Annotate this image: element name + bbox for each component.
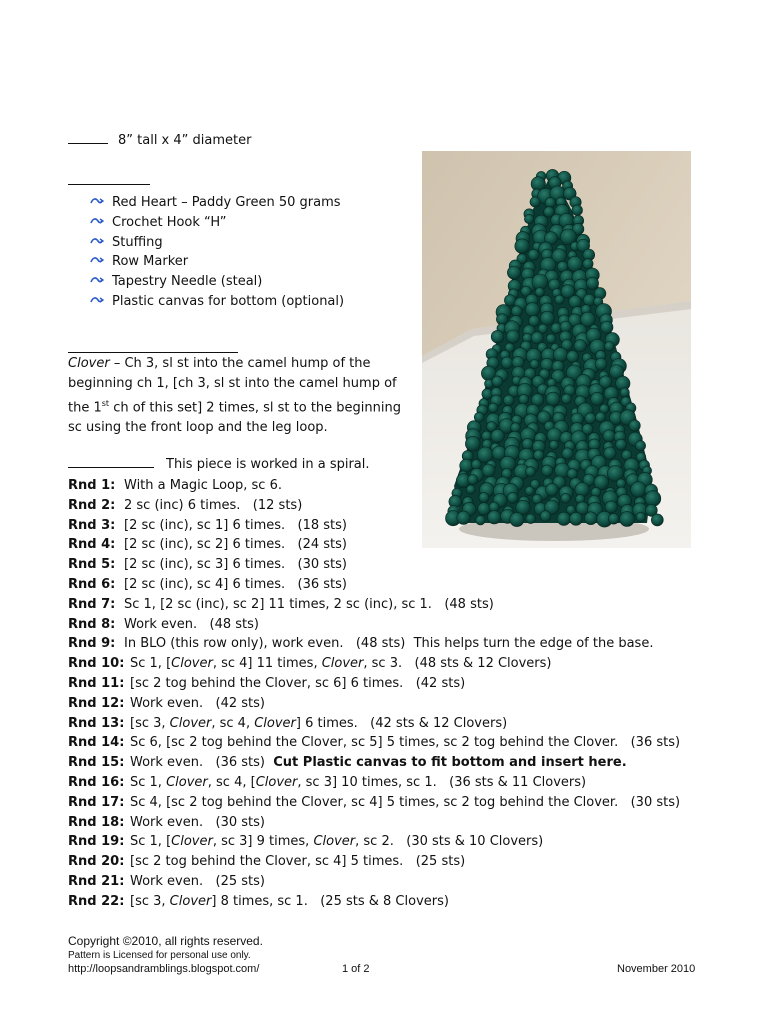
- license-text: Pattern is Licensed for personal use only.: [68, 950, 251, 961]
- yarn-loop: [651, 514, 663, 526]
- yarn-loop: [531, 332, 543, 344]
- round-label: Rnd 1:: [68, 478, 116, 493]
- round-label: Rnd 5:: [68, 557, 116, 573]
- yarn-loop: [496, 314, 507, 325]
- size-line: [68, 131, 251, 148]
- round-label: Rnd 11:: [68, 675, 125, 691]
- blog-url-link[interactable]: http://loopsandramblings.blogspot.com/: [68, 963, 260, 975]
- round-label: Rnd 12:: [68, 695, 125, 711]
- yarn-loop: [491, 330, 504, 343]
- yarn-loop: [574, 340, 586, 352]
- clover-term: Clover: [171, 656, 213, 672]
- round-text: Work even. (48 sts): [124, 616, 259, 632]
- yarn-loop: [522, 438, 533, 449]
- stitch-line-4: sc using the front loop and the leg loop.: [68, 420, 328, 436]
- stitch-line-3-sup: st: [101, 399, 110, 408]
- yarn-loop: [506, 330, 519, 343]
- yarn-loop: [645, 491, 661, 507]
- yarn-loop: [546, 392, 560, 406]
- round-text: Sc 1,: [130, 774, 167, 790]
- yarn-loop: [501, 357, 513, 369]
- yarn-loop: [468, 475, 478, 485]
- round-text: [2 sc (inc), sc 1] 6 times. (18 sts): [124, 517, 347, 533]
- stitch-line-3-pre: the 1: [68, 400, 102, 416]
- round-text: [sc 3,: [130, 893, 170, 909]
- yarn-loop: [555, 295, 564, 304]
- arrow-bullet-icon: [90, 272, 112, 292]
- yarn-loop: [562, 448, 573, 459]
- round-text: Sc 6, [sc 2 tog behind the Clover, sc 5] 5 times, sc 2 tog behind the Clover. (36 sts): [130, 735, 681, 751]
- round-instruction: [130, 716, 507, 731]
- yarn-loop: [535, 288, 544, 297]
- instructions-heading-blank: [68, 455, 154, 468]
- round-text: [2 sc (inc), sc 4] 6 times. (36 sts): [124, 576, 347, 592]
- round-row: [68, 555, 680, 575]
- yarn-loop: [482, 464, 495, 477]
- materials-list: [90, 193, 344, 312]
- round-label: Rnd 19:: [68, 834, 125, 850]
- material-item: [90, 213, 344, 233]
- round-text: [sc 2 tog behind the Clover, sc 4] 5 times. (25 sts): [130, 854, 466, 870]
- round-row: [68, 654, 680, 674]
- arrow-bullet-icon: [90, 233, 112, 253]
- round-text: , sc 2. (30 sts & 10 Clovers): [355, 834, 544, 850]
- stitch-line-2: beginning ch 1, [ch 3, sl st into the camel hump of: [68, 376, 397, 391]
- round-instruction: [130, 676, 465, 691]
- round-row: [68, 615, 680, 635]
- round-label: Rnd 10:: [68, 656, 125, 672]
- yarn-loop: [570, 512, 583, 525]
- yarn-loop: [525, 303, 539, 317]
- clover-term: Clover: [171, 834, 213, 850]
- round-label: Rnd 7:: [68, 596, 116, 612]
- instructions-heading: [68, 455, 370, 472]
- round-text: Sc 4, [sc 2 tog behind the Clover, sc 4] 5 times, sc 2 tog behind the Clover. (30 sts): [130, 794, 681, 810]
- round-instruction: [130, 755, 627, 770]
- round-label: Rnd 8:: [68, 616, 116, 632]
- round-row: [68, 872, 680, 892]
- round-label: Rnd 16:: [68, 774, 125, 790]
- yarn-loop: [545, 197, 556, 208]
- material-item: [90, 272, 344, 292]
- yarn-loop: [492, 376, 503, 387]
- yarn-loop: [584, 512, 597, 525]
- round-text: Work even. (25 sts): [130, 873, 265, 889]
- clover-term: Clover: [255, 774, 298, 790]
- yarn-loop: [478, 503, 491, 516]
- yarn-loop: [457, 511, 470, 524]
- yarn-loop: [583, 259, 593, 269]
- copyright-text: Copyright ©2010, all rights reserved.: [68, 934, 263, 948]
- round-text: Work even. (36 sts): [130, 755, 274, 771]
- yarn-loop: [519, 394, 529, 404]
- yarn-loop: [620, 512, 635, 527]
- round-instruction: [130, 775, 586, 790]
- round-text: , sc 4,: [211, 715, 255, 731]
- round-row: [68, 733, 680, 753]
- round-instruction: [124, 617, 259, 632]
- round-instruction: [124, 478, 282, 493]
- clover-term: Clover: [321, 656, 364, 672]
- yarn-loop: [466, 485, 475, 494]
- round-text: In BLO (this row only), work even. (48 sts) This helps turn the edge of the base.: [124, 636, 654, 652]
- tree-photo: [422, 151, 691, 548]
- material-label: Plastic canvas for bottom (optional): [112, 293, 345, 309]
- round-text: , sc 3] 10 times, sc 1. (36 sts & 11 Clovers): [297, 774, 587, 790]
- round-label: Rnd 14:: [68, 735, 125, 751]
- yarn-loop: [528, 249, 539, 260]
- yarn-loop: [567, 256, 582, 271]
- round-instruction: [130, 795, 680, 810]
- round-text: , sc 3. (48 sts & 12 Clovers): [363, 656, 552, 672]
- round-row: [68, 793, 680, 813]
- round-instruction: [124, 498, 302, 513]
- round-text: [2 sc (inc), sc 3] 6 times. (30 sts): [124, 557, 347, 573]
- round-text: ] 6 times. (42 sts & 12 Clovers): [295, 715, 508, 731]
- round-instruction: [130, 696, 265, 711]
- yarn-loop: [553, 348, 567, 362]
- special-stitch-heading-blank: [68, 340, 238, 353]
- yarn-loop: [540, 311, 554, 325]
- yarn-loop: [526, 514, 536, 524]
- yarn-loop: [583, 294, 595, 306]
- round-row: [68, 575, 680, 595]
- round-instruction: [130, 656, 552, 671]
- yarn-loop: [604, 447, 616, 459]
- yarn-loop: [608, 513, 619, 524]
- yarn-loop: [546, 483, 559, 496]
- round-instruction: [130, 874, 265, 889]
- material-item: [90, 252, 344, 272]
- clover-term: Clover: [169, 715, 212, 731]
- instructions-intro: This piece is worked in a spiral.: [166, 457, 370, 472]
- yarn-loop: [465, 436, 480, 451]
- round-text: , sc 3] 9 times,: [212, 834, 314, 850]
- yarn-loop: [530, 197, 540, 207]
- round-text: Work even. (42 sts): [130, 695, 265, 711]
- round-text: With a Magic Loop, sc 6.: [124, 478, 282, 493]
- round-row: [68, 634, 680, 654]
- material-item: [90, 292, 344, 312]
- round-instruction: [130, 735, 680, 750]
- yarn-loop: [491, 429, 504, 442]
- round-row: [68, 753, 680, 773]
- yarn-loop: [460, 459, 473, 472]
- round-row: [68, 773, 680, 793]
- material-label: Red Heart – Paddy Green 50 grams: [112, 195, 341, 210]
- round-label: Rnd 3:: [68, 517, 116, 533]
- yarn-loop: [631, 482, 647, 498]
- yarn-loop: [525, 486, 534, 495]
- round-text: [2 sc (inc), sc 2] 6 times. (24 sts): [124, 537, 347, 553]
- clover-term: Clover: [166, 774, 208, 790]
- material-label: Row Marker: [112, 254, 189, 270]
- material-item: [90, 233, 344, 253]
- yarn-loop: [510, 512, 524, 526]
- yarn-loop: [524, 214, 533, 223]
- yarn-loop: [591, 392, 604, 405]
- yarn-loop: [635, 441, 645, 451]
- yarn-loop: [585, 413, 596, 424]
- arrow-bullet-icon: [90, 193, 112, 213]
- stitch-line-1: – Ch 3, sl st into the camel hump of the: [109, 356, 371, 371]
- material-label: Tapestry Needle (steal): [112, 274, 263, 290]
- size-text: 8” tall x 4” diameter: [118, 133, 252, 148]
- yarn-loop: [476, 515, 486, 525]
- round-row: [68, 595, 680, 615]
- round-text: 2 sc (inc) 6 times. (12 sts): [124, 497, 303, 513]
- yarn-loop: [567, 469, 577, 479]
- round-text: , sc 4] 11 times,: [212, 656, 322, 672]
- round-instruction: [130, 894, 449, 909]
- round-instruction: [124, 597, 494, 612]
- round-instruction: [130, 834, 543, 849]
- round-text: Sc 1, [: [130, 656, 172, 672]
- round-instruction: [130, 854, 465, 869]
- round-note: Cut Plastic canvas to fit bottom and insert here.: [273, 755, 627, 771]
- arrow-bullet-icon: [90, 252, 112, 272]
- yarn-loop: [546, 334, 556, 344]
- round-instruction: [124, 537, 347, 552]
- round-instruction: [124, 577, 347, 592]
- materials-heading-blank: [68, 172, 150, 185]
- material-label: Crochet Hook “H”: [112, 214, 227, 230]
- round-text: [sc 2 tog behind the Clover, sc 6] 6 times. (42 sts): [130, 675, 466, 691]
- yarn-loop: [507, 266, 520, 279]
- yarn-loop: [605, 342, 615, 352]
- yarn-loop: [616, 439, 627, 450]
- round-text: Sc 1, [: [130, 834, 172, 850]
- round-label: Rnd 13:: [68, 715, 125, 731]
- round-instruction: [124, 518, 347, 533]
- yarn-loop: [601, 321, 613, 333]
- round-row: [68, 813, 680, 833]
- round-label: Rnd 20:: [68, 854, 125, 870]
- round-row: [68, 832, 680, 852]
- yarn-loop: [620, 388, 629, 397]
- yarn-loop: [595, 412, 605, 422]
- yarn-loop: [515, 239, 530, 254]
- yarn-loop: [533, 450, 544, 461]
- special-stitch-description: [68, 354, 408, 438]
- round-row: [68, 694, 680, 714]
- yarn-loop: [511, 423, 521, 433]
- yarn-loop: [479, 492, 489, 502]
- yarn-loop: [629, 420, 640, 431]
- round-label: Rnd 2:: [68, 497, 116, 513]
- yarn-loop: [605, 501, 617, 513]
- yarn-loop: [569, 295, 582, 308]
- round-row: [68, 892, 680, 912]
- yarn-loop: [488, 511, 501, 524]
- yarn-loop: [503, 395, 514, 406]
- round-label: Rnd 15:: [68, 755, 125, 771]
- clover-term: Clover: [313, 834, 356, 850]
- arrow-bullet-icon: [90, 292, 112, 312]
- yarn-loop: [557, 512, 570, 525]
- yarn-loop: [549, 440, 558, 449]
- date-text: November 2010: [617, 963, 696, 975]
- round-label: Rnd 21:: [68, 873, 125, 889]
- round-row: [68, 852, 680, 872]
- yarn-loop: [471, 460, 481, 470]
- yarn-loop: [541, 465, 552, 476]
- clover-term: Clover: [169, 893, 212, 909]
- yarn-loop: [561, 394, 571, 404]
- yarn-loop: [507, 492, 518, 503]
- material-item: [90, 193, 344, 213]
- round-label: Rnd 17:: [68, 794, 125, 810]
- yarn-loop: [603, 430, 615, 442]
- round-label: Rnd 22:: [68, 893, 125, 909]
- yarn-loop: [595, 358, 607, 370]
- round-text: Work even. (30 sts): [130, 814, 265, 830]
- round-row: [68, 714, 680, 734]
- round-label: Rnd 6:: [68, 576, 116, 592]
- round-text: ] 8 times, sc 1. (25 sts & 8 Clovers): [211, 893, 449, 909]
- round-instruction: [124, 636, 653, 651]
- yarn-loop: [526, 467, 536, 477]
- yarn-loop: [636, 512, 645, 521]
- round-text: [sc 3,: [130, 715, 170, 731]
- yarn-loop: [561, 493, 571, 503]
- round-label: Rnd 9:: [68, 636, 116, 652]
- yarn-loop: [511, 306, 522, 317]
- round-instruction: [130, 815, 265, 830]
- round-text: Sc 1, [2 sc (inc), sc 2] 11 times, 2 sc (inc), sc 1. (48 sts): [124, 596, 494, 612]
- stitch-name: Clover: [68, 356, 110, 371]
- yarn-loop: [586, 277, 598, 289]
- round-instruction: [124, 557, 347, 572]
- arrow-bullet-icon: [90, 213, 112, 233]
- yarn-loop: [530, 360, 539, 369]
- yarn-loop: [572, 205, 583, 216]
- page-number: 1 of 2: [342, 963, 370, 975]
- round-row: [68, 674, 680, 694]
- round-label: Rnd 4:: [68, 537, 116, 553]
- yarn-loop: [488, 403, 498, 413]
- round-label: Rnd 18:: [68, 814, 125, 830]
- size-heading-blank: [68, 131, 108, 144]
- round-text: , sc 4, [: [207, 774, 256, 790]
- stitch-line-3-post: ch of this set] 2 times, sl st to the beginning: [109, 400, 401, 416]
- material-label: Stuffing: [112, 234, 163, 250]
- clover-term: Clover: [254, 715, 296, 731]
- yarn-loop: [567, 351, 579, 363]
- yarn-loop: [540, 511, 551, 522]
